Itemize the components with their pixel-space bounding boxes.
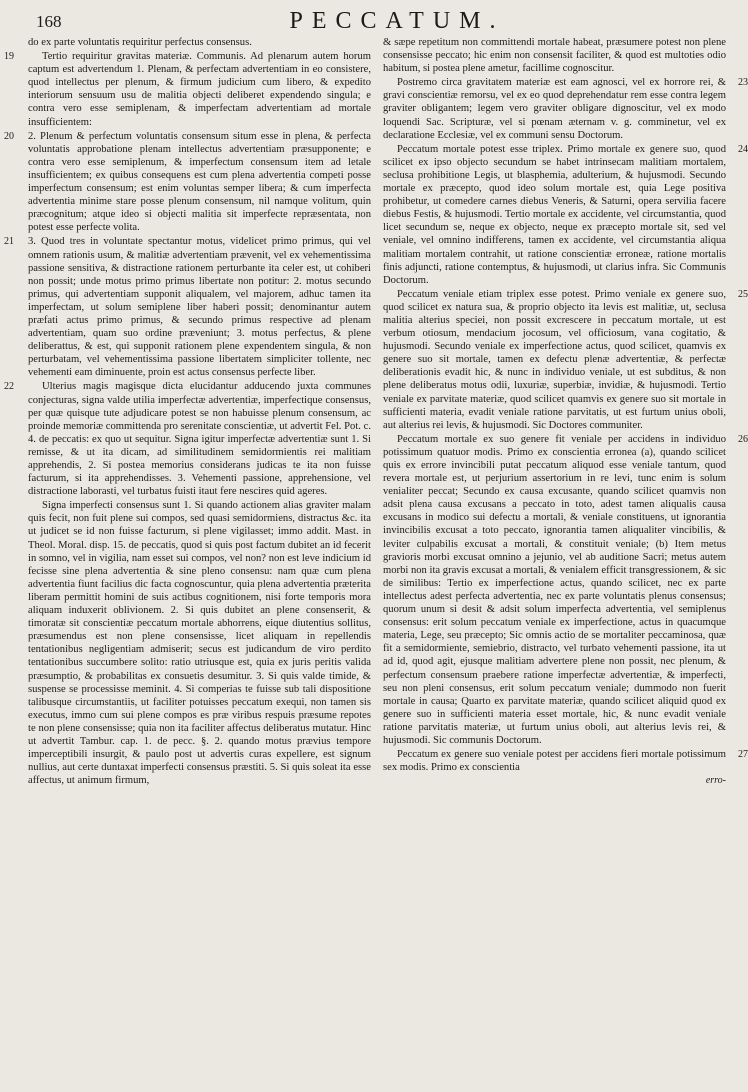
paragraph-text: & sæpe repetitum non committendi mortale habeat, præsumere potest non plene consensisse peccato; hic enim non consensit faciliter, & quod est multoties odio habitum, si postea plene ametur, facillime cognoscitur. — [383, 37, 726, 75]
margin-number: 20 — [4, 130, 14, 142]
paragraph — [383, 288, 748, 432]
text-columns — [4, 36, 748, 787]
page-header — [28, 6, 726, 36]
paragraph — [4, 50, 371, 129]
paragraph-text: Peccatum mortale potest esse triplex. Primo mortale ex genere suo, quod scilicet ex ipso objecto secundum se habet intrinsecam malitiam mortalem, seclusa prohibitione Legis, ut blasphemia, adulterium, & hujusmodi. Secundo mortale ex præcepto, quod ideo solum mortale est, quia Lege positiva prohibetur, ut comedere carnes diebus Veneris, & Saturni, opera servilia facere diebus Festis, & hujusmodi. Tertio mortale ex accidente, vel circumstantia, quod licet secundum se, neque ex objecto, neque ex præcepto mortale sit, sed vel veniale, vel omnino indifferens, tamen ex accidente, vel circumstantia aliqua malitiam mortalem contrahit, ut ratione conscientiæ erroneæ, ratione mortalis finis adjuncti, ratione contemptus, & hujusmodi, ut clarius infra. Sic Communis Doctorum. — [383, 143, 726, 286]
margin-number: 22 — [4, 381, 14, 393]
paragraph-text: Tertio requiritur gravitas materiæ. Communis. Ad plenarum autem horum captum est advertendum 1. Plenam, & perfectam advertentiam in eo consistere, quod intellectus per plenum, & firmum judicium cum libero, & expedito interiorum sensuum usu de malitia objecti deliberet expendendo singula; e contra vero esse semiplenam, & imperfectam advertentiam ad mortale insufficientem: — [28, 51, 371, 128]
margin-number: 23 — [738, 77, 748, 89]
margin-number: 19 — [4, 51, 14, 63]
left-column — [4, 36, 371, 787]
paragraph — [4, 235, 371, 379]
paragraph-text: do ex parte voluntatis requiritur perfectus consensus. — [28, 37, 252, 48]
paragraph-text: Peccatum ex genere suo veniale potest per accidens fieri mortale potissimum sex modis. Primo ex conscientia — [383, 749, 726, 774]
paragraph-text: Signa imperfecti consensus sunt 1. Si quando actionem alias graviter malam quis fecit, non fuit plene sui compos, sed quasi semidormiens, distractus &c. ita ut judicet se id non fuisse facturum, si plene vigilasset; immo addit. Mast. in Theol. Moral. disp. 15. de peccatis, quod si quis post factum dubitet an id fecerit in somno, vel in vigilia, nam esset sui compos, vel non? non est leve indicium id fecisse sine plena advertentia & sine pleno consensu: nam quæ cum plena advertentia fiunt facilius dic facta cognoscuntur, quia plena advertentia præterita liberam permittit homini de suis actibus cognitionem, nisi forte temporis mora aliquam induxerit oblivionem. 2. Si quis dubitet an plene consenserit, & timoratæ sit conscientiæ peccatum mortale abhorrens, eique diutentius sollitus, præsumendus est non plene consensisse, licet aliquam in repellendis tentationibus negligentiam admiserit; secus est judicandum de viro perdito tentationibus succumbere solito: ratio utriusque est, quia ex juris peritis valida præsumptio, & probabilitas ex consuetis desumitur. 3. Si quis valde timide, & suspense se processisse meminit. 4. Si comperias te fuisse sub tali dispositione talibusque circumstantiis, ut faciliter potuisses peccatum exequi, non tamen sis executus, immo cum sui plene compos es præ viribus respuis præsume repotes te non plene consensisse; quia non ita faciliter affectus deliberatus mutatur. Hinc ut advertit Tambur. cap. 1. de pecc. §. 2. quando motus prævius tempore imperceptibili insurgit, & paulo post ut advertis curas expellere, est signum nullius, aut certe duntaxat imperfecti consensus præstiti. 5. Si quis soleat ita esse affectus, ut animum firmum, — [28, 500, 371, 787]
paragraph — [383, 748, 748, 774]
paragraph-text: 3. Quod tres in voluntate spectantur motus, videlicet primo primus, qui vel omnem rationis usum, & malitiæ advertentiam prævenit, vel ex vehementissima passione sensitiva, & distractione rationem perturbante ita celer est, ut cohiberi non possit; unde motus primo primus libertate non potitur: 2. motus secundo primus, qui advertentiam supponit aliqualem, vel majorem, adhuc tamen ita imperfectam, ut solum semiplene liber haberi possit; denominantur autem præfati actus primo primus, & secundo primus respective ad plenam advertentiam, quam suo ordine præveniunt; 3. motus perfectus, & plene deliberattus, & est, qui supponit rationem plene expendentem singula, & non perturbatam, vel vehementissima passione libertatem simpliciter tollente, nec vehementi eam diminuente, proin est actus consensus perfecte liber. — [28, 236, 371, 379]
page-number: 168 — [36, 12, 62, 31]
running-title: PECCATUM. — [289, 8, 505, 34]
paragraph — [383, 36, 726, 75]
paragraph — [383, 76, 748, 141]
margin-number: 25 — [738, 288, 748, 300]
margin-number: 26 — [738, 433, 748, 445]
paragraph — [28, 36, 371, 49]
paragraph — [383, 143, 748, 287]
paragraph — [28, 499, 371, 787]
paragraph — [4, 130, 371, 235]
paragraph-text: Ulterius magis magisque dicta elucidantur adducendo juxta communes conjecturas, signa valde utilia imperfectæ advertentiæ, imperfectique consensus, per quæ quisque tute adjudicare potest se non habuisse plenum consensum, ac proinde memoriæ committenda pro serenitate conscientiæ, ut advertit Fel. Pot. c. 4. de peccatis: ex quo ut sequitur. Signa igitur imperfectæ advertentiæ sunt 1. Si remisse, & ut ita dicam, ad similitudinem semidormientis rei malitiam apprehendis, 2. Si postea memorius considerans judicas te ita non fuisse facturum, si ita apprehendisses. 3. Vehementi passione, apprehensione, vel distractione laborasti, vel turbatus fuisti itaut fere nescires quid ageres. — [28, 381, 371, 498]
paragraph-text: Postremo circa gravitatem materiæ est eam agnosci, vel ex horrore rei, & gravi conscientiæ remorsu, vel ex eo quod deprehendatur rem esse contra legem graviter obligantem; legem vero graviter obligare dignoscitur, vel ex modo loquendi Sac. Scripturæ, vel si pœnam æternam v. g. comminetur, vel ex declaratione Ecclesiæ, vel ex communi sensu Doctorum. — [383, 77, 726, 141]
paragraph-text: Peccatum veniale etiam triplex esse potest. Primo veniale ex genere suo, quod scilicet ex natura sua, & proprio objecto ita levis est malitiæ, ut, seclusa malitia alterius speciei, non possit excrescere in peccatum mortale, ut est verbum otiosum, mendacium jocosum, vel officiosum, vana cogitatio, & hujusmodi. Secundo veniale ex imperfectione actus, quod scilicet, quamvis ex genere suo sit mortale, tamen ex defectu plenæ advertentiæ, & perfectæ deliberationis evadit hic, & nunc in individuo veniale, ut est subditus, & non plene deliberatus motus odii, luxuriæ, superbiæ, invidiæ, & hujusmodi. Tertio veniale ex parvitate materiæ, quod scilicet quamvis ex genere suo sit mortale in sufficienti materia, evadit veniale ratione parvitatis, ut est furtum unius oboli, aut alterius rei levis, & hujusmodi. Sic Doctores communiter. — [383, 288, 726, 431]
paragraph — [383, 433, 748, 747]
margin-number: 24 — [738, 143, 748, 155]
paragraph-text: 2. Plenum & perfectum voluntatis consensum situm esse in plena, & perfecta voluntatis approbatione plenam intellectus advertentiam præsupponente; e contra vero esse semiplenum, & imperfectum consensum item ad letale insufficientem; ex quibus consequens est cum plena advertentia competi posse imperfectum consensum; est enim voluntas semper libera; & cum imperfecta advertentia minime stare posse plenum consensum, nil namque volitum, quin præcognitum; atque ideo si objecti malitia sit imperfecte repræsentata, non potest esse perfecte volita. — [28, 130, 371, 234]
catchword: erro- — [705, 775, 726, 787]
paragraph — [4, 380, 371, 498]
paragraph-text: Peccatum mortale ex suo genere fit veniale per accidens in individuo potissimum quatuor modis. Primo ex conscientia erronea (a), quando scilicet quis ex errore invincibili putat peccatum aliquod esse veniale tantum, quod revera mortale est, ut perjurium assertorium in re levi, tunc enim is solum venialiter peccat; Secundo ex causa excusante, quando scilicet quamvis non adsit plena causa excusans a peccato in toto, adest tamen aliqualis causa excusans in modico sui defectu a mortali, & veniale constituens, ut ignorantia invincibilis excusat a toto peccato, ignorantia tamen aliqualiter vincibilis, & leviter culpabilis excusat a mortali, & constituit veniale; (b) Item metus gravioris morbi excusat omnino a jejunio, vel ab auditione Sacri; metus autem morbi non ita gravis excusat a mortali, & venialem efficit transgressionem, & sic de similibus: Tertio ex imperfectione actus, quando scilicet, nec ex parte intellectus adest perfecta advertentia, nec ex parte voluntatis plenus consensus; quorum unum si desit & adsit solum imperfecta advertentia, vel semiplenus consensus: erit solum peccatum veniale ex imperfectione, actus in quacumque materia, Lege, seu præcepto; Sic omnis actio de se mortaliter peccaminosa, quæ fit a semidormiente, semiebrio, distracto, vel turbato vehementi passione, ita ut ad id, quod agit, ejusque malitiam advertere plene non possit, nec plenum, & perfectum consensum praebere ratione imperfectæ advertentiæ, & imperfecti, seu non pleni consensus, erit solum peccatum veniale; dummodo non fuerit mortale in causa; Quarto ex parvitate materiæ, quando scilicet aliquid quod ex genere suo in sufficienti materia esset mortale, hic, & nunc evadit veniale ratione parvitatis materiæ, ut furtum unius oboli, aut alterius levis rei, & hujusmodi. Sic communis Doctorum. — [383, 433, 726, 746]
margin-number: 21 — [4, 236, 14, 248]
margin-number: 27 — [738, 749, 748, 761]
right-column — [383, 36, 748, 787]
